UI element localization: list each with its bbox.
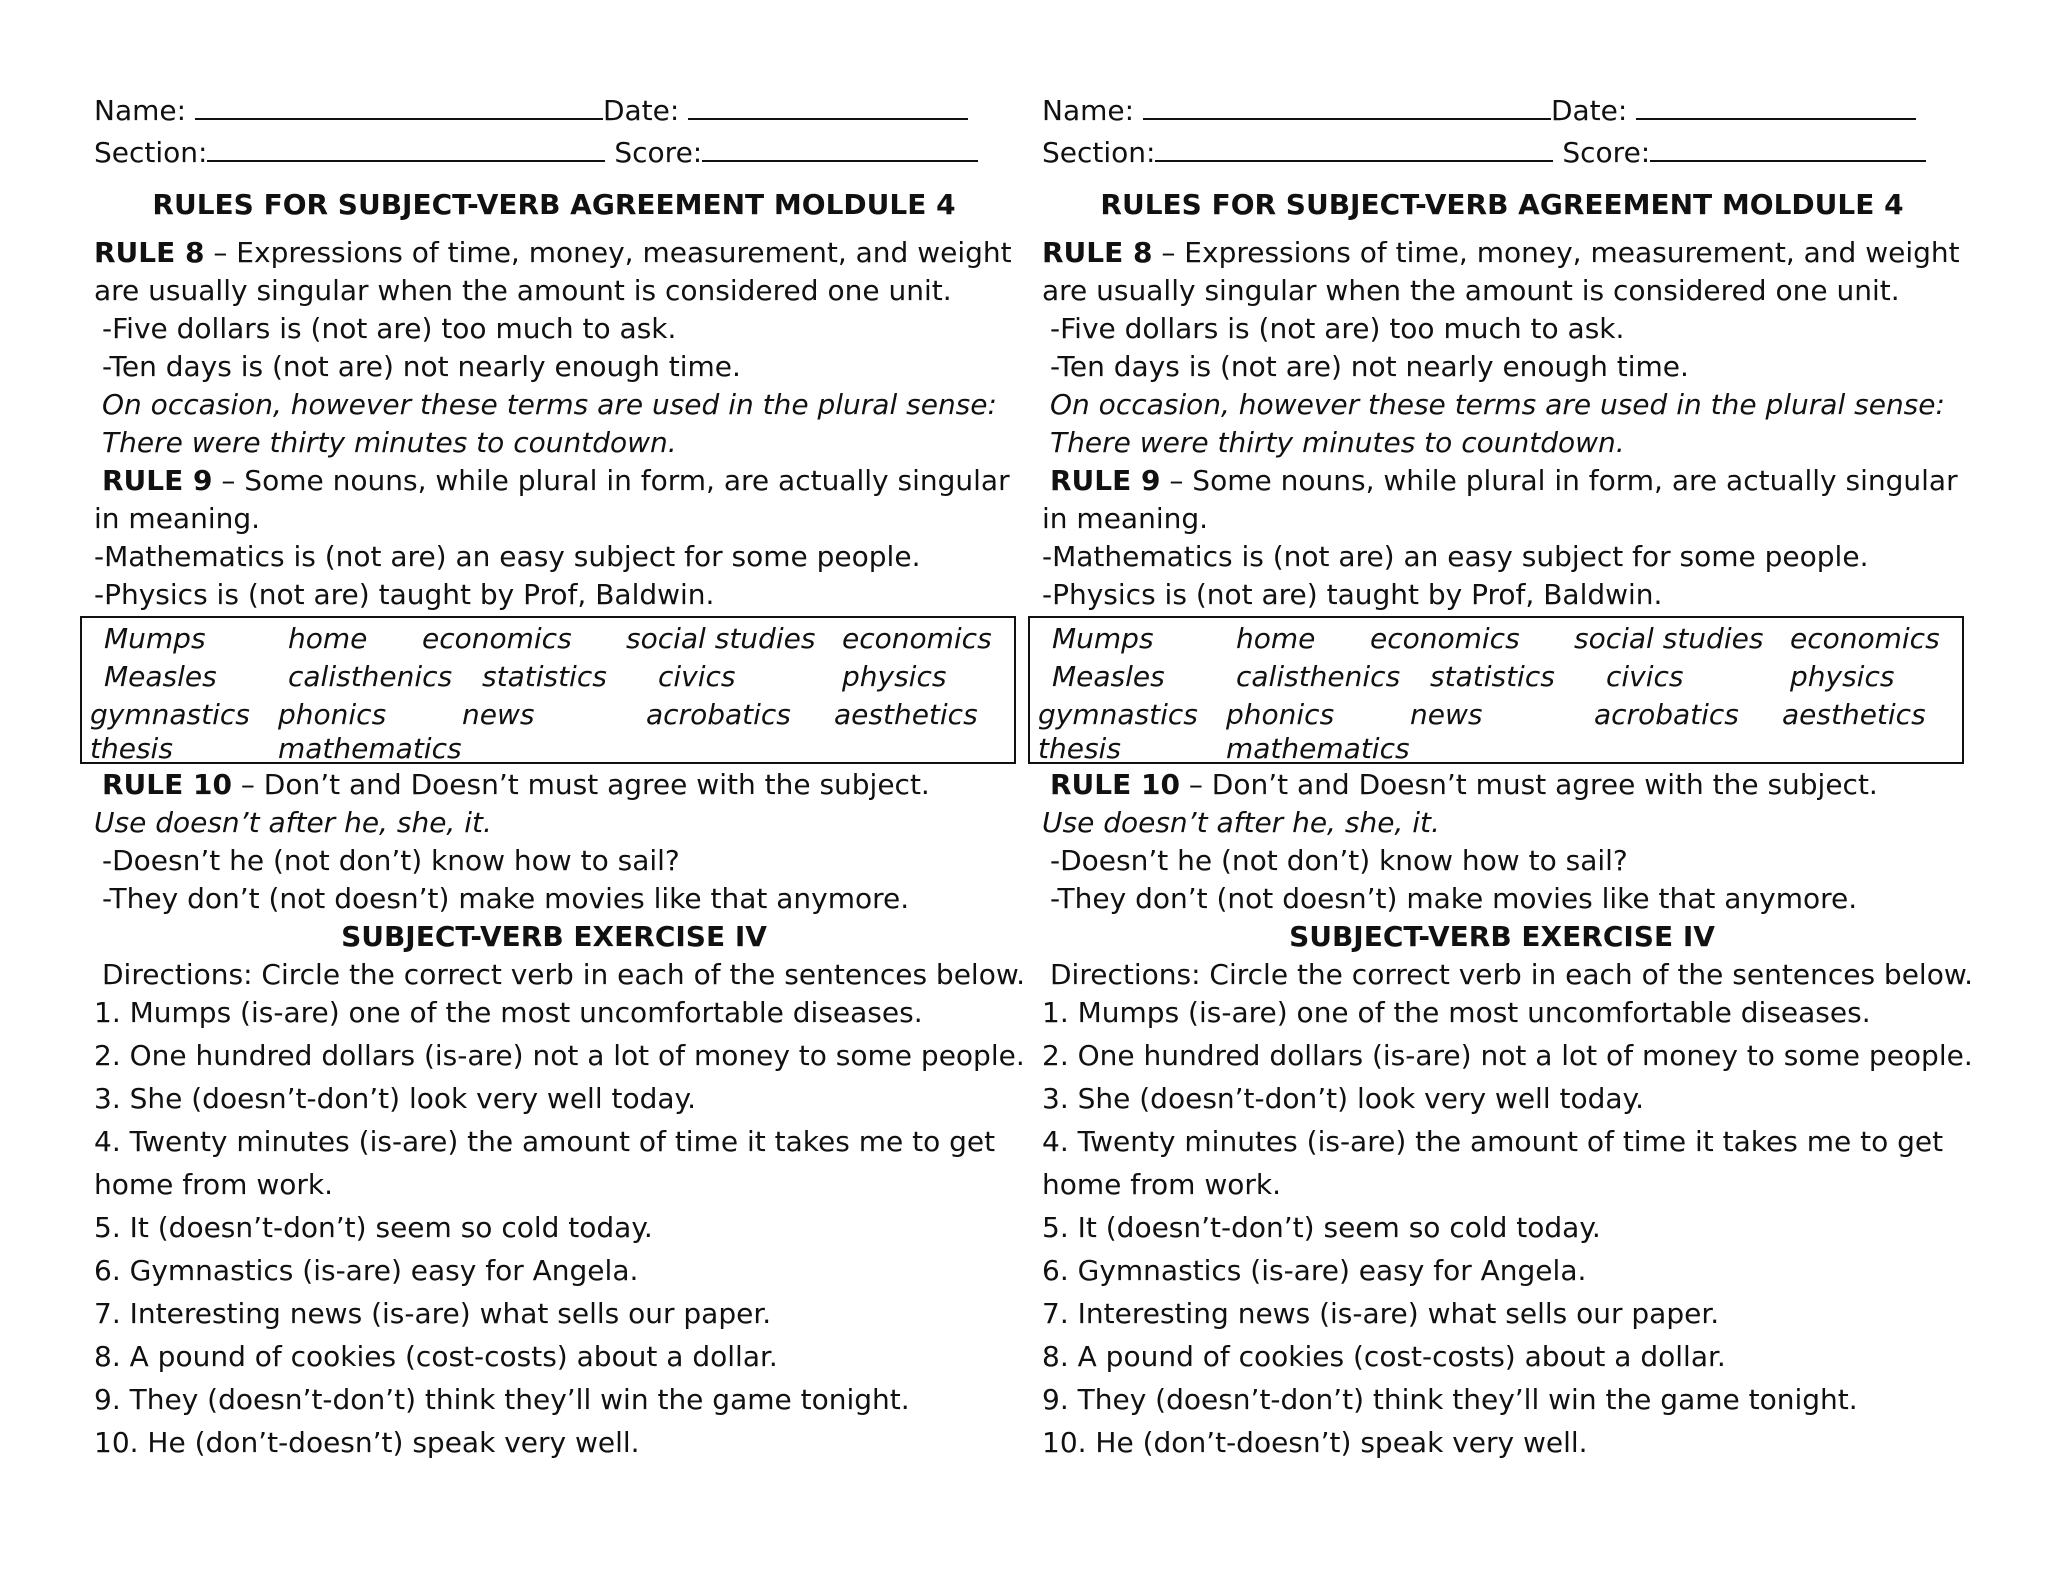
section-label: Section: xyxy=(94,136,208,169)
exercise-item: 9. They (doesn’t-don’t) think they’ll win the game tonight. xyxy=(94,1383,910,1416)
exercise-item: 9. They (doesn’t-don’t) think they’ll win the game tonight. xyxy=(1042,1383,1858,1416)
exercise-title: SUBJECT-VERB EXERCISE IV xyxy=(341,920,767,953)
rule10-label: RULE 10 xyxy=(102,768,232,801)
noun-item: phonics xyxy=(1226,698,1335,731)
name-label: Name: xyxy=(94,94,187,127)
rule8-example2: -Ten days is (not are) not nearly enough time. xyxy=(102,350,741,383)
exercise-item: 6. Gymnastics (is-are) easy for Angela. xyxy=(1042,1254,1587,1287)
rule10-note: Use doesn’t after he, she, it. xyxy=(1042,806,1440,839)
rule9-line1 xyxy=(94,462,1014,500)
rule10-line1 xyxy=(1042,766,1962,804)
date-label: Date: xyxy=(602,94,680,127)
noun-item: civics xyxy=(1606,660,1684,693)
name-date-line xyxy=(94,92,1014,134)
noun-item: calisthenics xyxy=(288,660,453,693)
rule9-example1: -Mathematics is (not are) an easy subject for some people. xyxy=(1042,540,1869,573)
noun-item: economics xyxy=(422,622,572,655)
rule8-line1 xyxy=(1042,234,1962,272)
rule10-example2: -They don’t (not doesn’t) make movies like that anymore. xyxy=(102,882,910,915)
noun-item: statistics xyxy=(1430,660,1555,693)
rule8-label: RULE 8 xyxy=(94,236,205,269)
noun-item: thesis xyxy=(1038,732,1121,765)
score-blank[interactable] xyxy=(1650,134,1926,162)
score-blank[interactable] xyxy=(702,134,978,162)
rule8-note-example: There were thirty minutes to countdown. xyxy=(1050,426,1625,459)
date-label: Date: xyxy=(1550,94,1628,127)
exercise-item: 8. A pound of cookies (cost-costs) about a dollar. xyxy=(94,1340,778,1373)
rule8-note-example: There were thirty minutes to countdown. xyxy=(102,426,677,459)
rule10-example1: -Doesn’t he (not don’t) know how to sail? xyxy=(102,844,680,877)
noun-item: economics xyxy=(1790,622,1940,655)
exercise-item: 5. It (doesn’t-don’t) seem so cold today. xyxy=(1042,1211,1601,1244)
rule10-example1: -Doesn’t he (not don’t) know how to sail? xyxy=(1050,844,1628,877)
rule8-note: On occasion, however these terms are used in the plural sense: xyxy=(102,388,997,421)
rule10-line1 xyxy=(94,766,1014,804)
section-blank[interactable] xyxy=(207,134,605,162)
exercise-item: 2. One hundred dollars (is-are) not a lot of money to some people. xyxy=(1042,1039,1973,1072)
noun-item: Mumps xyxy=(104,622,206,655)
rule10-example2: -They don’t (not doesn’t) make movies like that anymore. xyxy=(1050,882,1858,915)
noun-item: economics xyxy=(842,622,992,655)
rule9-text1: – Some nouns, while plural in form, are actually singular xyxy=(221,464,1010,497)
rule9-example2: -Physics is (not are) taught by Prof, Baldwin. xyxy=(94,578,715,611)
noun-item: thesis xyxy=(90,732,173,765)
page-title: RULES FOR SUBJECT-VERB AGREEMENT MOLDULE 4 xyxy=(1100,188,1904,221)
noun-item: social studies xyxy=(1574,622,1764,655)
rule8-example1: -Five dollars is (not are) too much to ask. xyxy=(1050,312,1625,345)
noun-item: statistics xyxy=(482,660,607,693)
rule8-text1: – Expressions of time, money, measurement, and weight xyxy=(213,236,1012,269)
noun-item: Measles xyxy=(104,660,217,693)
rule8-example2: -Ten days is (not are) not nearly enough time. xyxy=(1050,350,1689,383)
exercise-item: 4. Twenty minutes (is-are) the amount of time it takes me to get xyxy=(94,1125,996,1158)
noun-item: Measles xyxy=(1052,660,1165,693)
exercise-item: 6. Gymnastics (is-are) easy for Angela. xyxy=(94,1254,639,1287)
rule9-example2: -Physics is (not are) taught by Prof, Baldwin. xyxy=(1042,578,1663,611)
noun-item: phonics xyxy=(278,698,387,731)
section-blank[interactable] xyxy=(1155,134,1553,162)
noun-item: gymnastics xyxy=(1038,698,1198,731)
rule8-text1: – Expressions of time, money, measurement, and weight xyxy=(1161,236,1960,269)
rule9-label: RULE 9 xyxy=(102,464,213,497)
exercise-title: SUBJECT-VERB EXERCISE IV xyxy=(1289,920,1715,953)
noun-item: calisthenics xyxy=(1236,660,1401,693)
exercise-item: 2. One hundred dollars (is-are) not a lot of money to some people. xyxy=(94,1039,1025,1072)
exercise-item: home from work. xyxy=(1042,1168,1281,1201)
exercise-item: 1. Mumps (is-are) one of the most uncomfortable diseases. xyxy=(94,996,923,1029)
date-blank[interactable] xyxy=(688,92,968,120)
noun-item: aesthetics xyxy=(1782,698,1926,731)
exercise-directions: Directions: Circle the correct verb in each of the sentences below. xyxy=(1050,958,1974,991)
name-label: Name: xyxy=(1042,94,1135,127)
date-blank[interactable] xyxy=(1636,92,1916,120)
rule8-text2: are usually singular when the amount is considered one unit. xyxy=(1042,274,1900,307)
page-title: RULES FOR SUBJECT-VERB AGREEMENT MOLDULE 4 xyxy=(152,188,956,221)
exercise-item: 7. Interesting news (is-are) what sells our paper. xyxy=(1042,1297,1720,1330)
noun-item: physics xyxy=(1790,660,1895,693)
noun-item: acrobatics xyxy=(1594,698,1739,731)
rule9-text2: in meaning. xyxy=(94,502,261,535)
rule10-text1: – Don’t and Doesn’t must agree with the subject. xyxy=(1188,768,1878,801)
noun-item: social studies xyxy=(626,622,816,655)
noun-box xyxy=(80,616,1016,764)
exercise-item: home from work. xyxy=(94,1168,333,1201)
section-score-line xyxy=(1042,134,1962,176)
rule10-note: Use doesn’t after he, she, it. xyxy=(94,806,492,839)
rule9-text2: in meaning. xyxy=(1042,502,1209,535)
rule9-example1: -Mathematics is (not are) an easy subject for some people. xyxy=(94,540,921,573)
exercise-item: 10. He (don’t-doesn’t) speak very well. xyxy=(94,1426,640,1459)
noun-item: aesthetics xyxy=(834,698,978,731)
exercise-item: 3. She (doesn’t-don’t) look very well today. xyxy=(1042,1082,1645,1115)
rule8-line1 xyxy=(94,234,1014,272)
noun-item: economics xyxy=(1370,622,1520,655)
noun-item: news xyxy=(462,698,535,731)
rule9-label: RULE 9 xyxy=(1050,464,1161,497)
score-label: Score: xyxy=(1562,136,1651,169)
exercise-directions: Directions: Circle the correct verb in each of the sentences below. xyxy=(102,958,1026,991)
score-label: Score: xyxy=(614,136,703,169)
noun-item: physics xyxy=(842,660,947,693)
exercise-item: 5. It (doesn’t-don’t) seem so cold today. xyxy=(94,1211,653,1244)
rule9-text1: – Some nouns, while plural in form, are actually singular xyxy=(1169,464,1958,497)
exercise-item: 7. Interesting news (is-are) what sells our paper. xyxy=(94,1297,772,1330)
exercise-item: 4. Twenty minutes (is-are) the amount of time it takes me to get xyxy=(1042,1125,1944,1158)
rule8-example1: -Five dollars is (not are) too much to ask. xyxy=(102,312,677,345)
name-date-line xyxy=(1042,92,1962,134)
rule8-note: On occasion, however these terms are used in the plural sense: xyxy=(1050,388,1945,421)
rule8-text2: are usually singular when the amount is considered one unit. xyxy=(94,274,952,307)
section-score-line xyxy=(94,134,1014,176)
rule8-label: RULE 8 xyxy=(1042,236,1153,269)
noun-item: civics xyxy=(658,660,736,693)
exercise-item: 1. Mumps (is-are) one of the most uncomfortable diseases. xyxy=(1042,996,1871,1029)
name-blank[interactable] xyxy=(195,92,603,120)
rule9-line1 xyxy=(1042,462,1962,500)
noun-item: gymnastics xyxy=(90,698,250,731)
exercise-item: 10. He (don’t-doesn’t) speak very well. xyxy=(1042,1426,1588,1459)
noun-item: acrobatics xyxy=(646,698,791,731)
exercise-item: 3. She (doesn’t-don’t) look very well today. xyxy=(94,1082,697,1115)
noun-item: home xyxy=(288,622,368,655)
rule10-label: RULE 10 xyxy=(1050,768,1180,801)
section-label: Section: xyxy=(1042,136,1156,169)
noun-item: news xyxy=(1410,698,1483,731)
worksheet-left xyxy=(90,92,1026,1462)
rule10-text1: – Don’t and Doesn’t must agree with the subject. xyxy=(240,768,930,801)
worksheet-right xyxy=(1038,92,1974,1462)
name-blank[interactable] xyxy=(1143,92,1551,120)
noun-item: mathematics xyxy=(278,732,462,765)
noun-box xyxy=(1028,616,1964,764)
exercise-item: 8. A pound of cookies (cost-costs) about a dollar. xyxy=(1042,1340,1726,1373)
noun-item: mathematics xyxy=(1226,732,1410,765)
noun-item: Mumps xyxy=(1052,622,1154,655)
noun-item: home xyxy=(1236,622,1316,655)
